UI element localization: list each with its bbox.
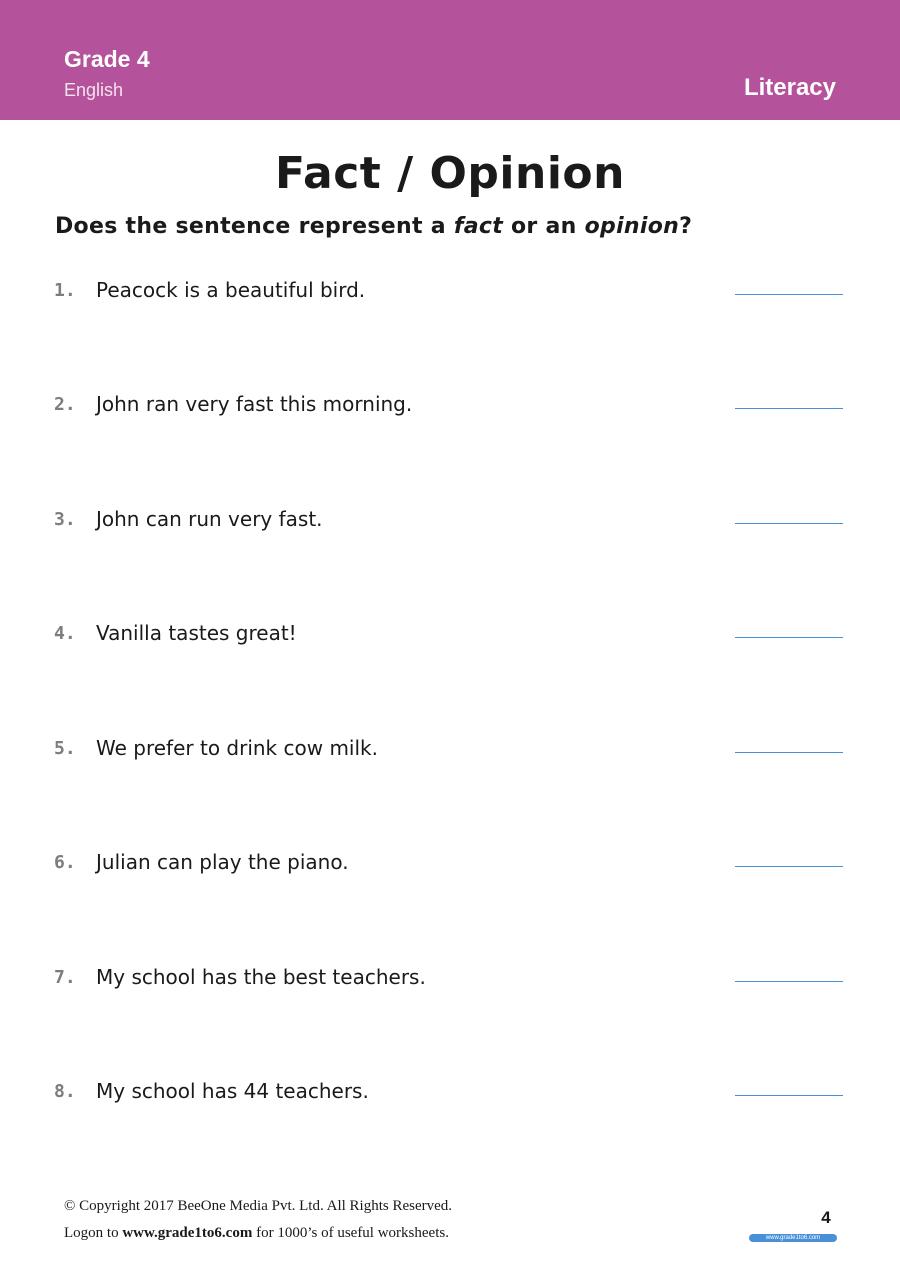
page-number: 4 [821,1208,831,1227]
logon-notice [64,1225,449,1242]
question-number: 6. [54,852,76,873]
question-text: My school has the best teachers. [96,965,426,989]
instruction-opinion-word: opinion [584,214,680,239]
question-text: We prefer to drink cow milk. [96,736,378,760]
question-item [0,623,900,663]
question-number: 3. [54,509,76,530]
question-text: Vanilla tastes great! [96,621,297,645]
category-label: Literacy [743,74,836,101]
answer-blank[interactable] [735,637,843,638]
answer-blank[interactable] [735,866,843,867]
answer-blank[interactable] [735,1095,843,1096]
question-text: Julian can play the piano. [96,850,349,874]
question-item [0,852,900,892]
copyright-notice: © Copyright 2017 BeeOne Media Pvt. Ltd. All Rights Reserved. [64,1198,453,1214]
logon-prefix: Logon to [64,1225,123,1241]
question-item [0,738,900,778]
question-text: John can run very fast. [96,507,323,531]
question-item [0,1081,900,1121]
question-item [0,394,900,434]
question-item [0,280,900,320]
subject-label: English [64,80,124,100]
answer-blank[interactable] [735,408,843,409]
answer-blank[interactable] [735,752,843,753]
question-item [0,967,900,1007]
question-number: 7. [54,967,76,988]
grade-label: Grade 4 [64,46,150,72]
logon-site-link[interactable]: www.grade1to6.com [122,1225,253,1241]
page-title: Fact / Opinion [275,148,625,199]
question-text: My school has 44 teachers. [96,1079,369,1103]
answer-blank[interactable] [735,981,843,982]
question-item [0,509,900,549]
question-number: 5. [54,738,76,759]
answer-blank[interactable] [735,294,843,295]
header-banner [0,0,900,120]
question-text: John ran very fast this morning. [96,392,413,416]
question-number: 8. [54,1081,76,1102]
logon-suffix: for 1000’s of useful worksheets. [252,1225,449,1241]
instruction-prefix: Does the sentence represent a [55,214,454,239]
answer-blank[interactable] [735,523,843,524]
question-number: 2. [54,394,76,415]
site-badge[interactable]: www.grade1to6.com [749,1234,837,1242]
question-number: 4. [54,623,76,644]
instruction-middle: or an [503,214,585,239]
question-text: Peacock is a beautiful bird. [96,278,366,302]
question-number: 1. [54,280,76,301]
instruction-text [55,214,692,239]
instruction-suffix: ? [679,214,693,239]
instruction-fact-word: fact [453,214,504,239]
